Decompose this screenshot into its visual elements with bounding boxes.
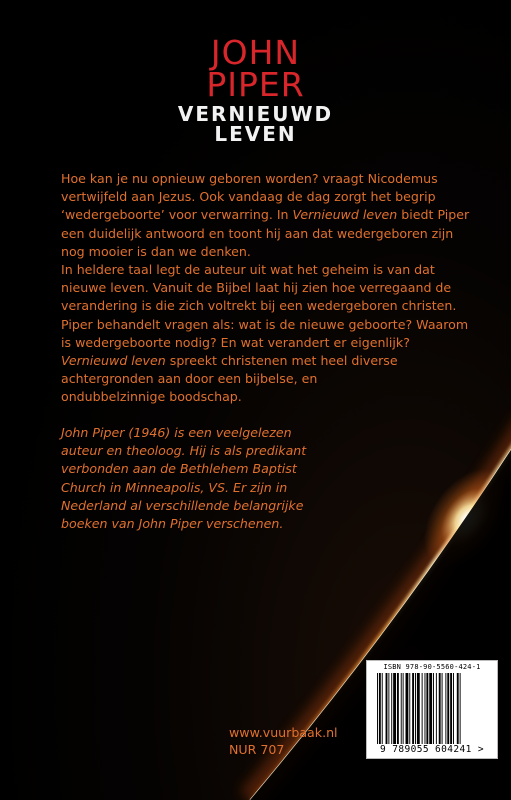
barcode-bar — [460, 673, 461, 744]
barcode-bar — [391, 673, 392, 744]
barcode-bar — [429, 673, 432, 744]
blurb-paragraph-intro: Hoe kan je nu opnieuw geboren worden? vraagt Nicodemus vertwijfeld aan Jezus. Ook vandaag de dag zorgt het begrip ‘wedergeboorte’ voor verwarring. In Vernieuwd leven biedt Piper een duidelijk antwoord en toont hij aan dat wedergeboren zijn nog mooier is dan we denken. — [61, 171, 470, 259]
barcode-bar — [450, 673, 452, 744]
blurb-paragraph-content: In heldere taal legt de auteur uit wat het geheim is van dat nieuwe leven. Vanuit de Bijbel laat hij zien hoe verregaand de verandering is die zich voltrekt bij een wedergeboren christen. Piper behandelt vragen als: wat is de nieuwe geboorte? Waarom is wedergeboorte nodig? En wat verandert er eigenlijk? — [61, 262, 469, 350]
barcode-bar — [442, 673, 443, 744]
author-name-last: PIPER — [206, 65, 305, 104]
barcode-bar — [422, 673, 423, 744]
barcode-bar — [453, 673, 454, 744]
barcode-bar — [388, 673, 389, 744]
barcode-bar — [415, 673, 416, 744]
book-title-line1: VERNIEUWD — [177, 102, 334, 126]
barcode-bar — [409, 673, 410, 744]
barcode-bar — [425, 673, 426, 744]
barcode-bar — [433, 673, 434, 744]
barcode-bar — [403, 673, 404, 744]
barcode-bar — [436, 673, 437, 744]
barcode-bar — [457, 673, 459, 744]
blurb-paragraph-audience: Vernieuwd leven spreekt christenen met heel diverse achtergronden aan door een bijbelse, en ondubbelzinnige boodschap. — [61, 353, 398, 405]
barcode-bar — [393, 673, 396, 744]
author-name-first: JOHN — [210, 33, 301, 72]
barcode-bar — [379, 673, 381, 744]
nur-code: NUR 707 — [229, 742, 285, 757]
barcode-bar — [447, 673, 449, 744]
barcode-bar — [426, 673, 428, 744]
barcode-bar — [406, 673, 409, 744]
barcode-bar — [439, 673, 441, 744]
barcode-bar — [445, 673, 446, 744]
barcode-bar — [377, 673, 378, 744]
barcode-digits: 9 789055 604241 > — [379, 744, 485, 755]
book-title-line2: LEVEN — [214, 122, 297, 146]
barcode-bar — [386, 673, 388, 744]
publisher-website: www.vuurbaak.nl — [229, 725, 338, 740]
barcode-bar — [382, 673, 383, 744]
book-title-mention: Vernieuwd leven — [292, 207, 398, 223]
author-bio: John Piper (1946) is een veelgelezen auteur en theoloog. Hij is als predikant verbonden aan de Bethlehem Baptist Church in Minneapolis, VS. Er zijn in Nederland al verschillende belangrijke boeken van John Piper verschenen. — [61, 425, 307, 532]
barcode-bar — [401, 673, 402, 744]
barcode-bar — [412, 673, 414, 744]
book-title-mention: Vernieuwd leven — [61, 353, 166, 368]
isbn-label: ISBN 978-90-5560-424-1 — [383, 663, 481, 671]
barcode-bar — [417, 673, 420, 744]
isbn-barcode — [366, 660, 498, 759]
barcode-bar — [397, 673, 399, 744]
barcode-bars — [375, 673, 491, 744]
